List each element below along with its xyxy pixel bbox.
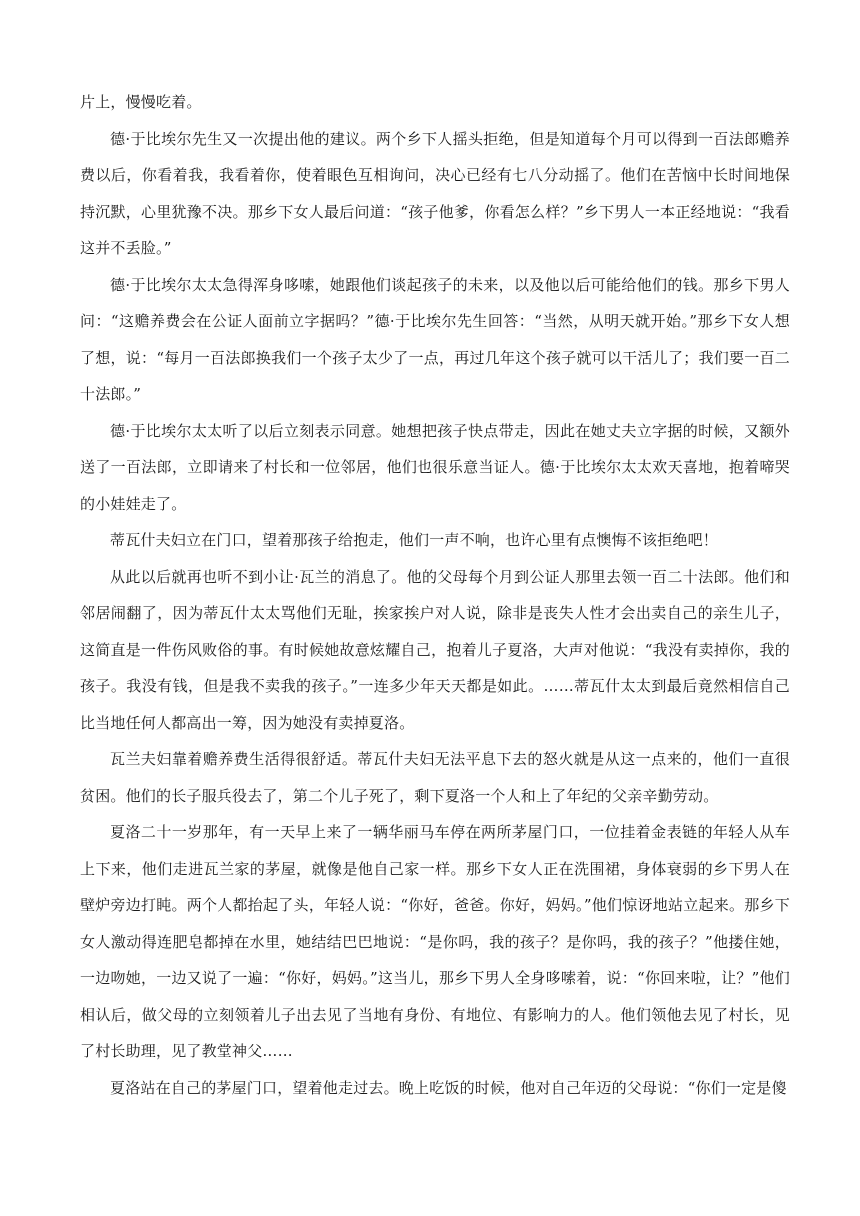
paragraph: 夏洛二十一岁那年，有一天早上来了一辆华丽马车停在两所茅屋门口，一位挂着金表链的年轻人从车上下来，他们走进瓦兰家的茅屋，就像是他自己家一样。那乡下女人正在洗围裙，身体衰弱的乡下男人在壁炉旁边打盹。两个人都抬起了头，年轻人说：“你好，爸爸。你好，妈妈。”他们惊讶地站立起来。那乡下女人激动得连肥皂都掉在水里，她结结巴巴地说：“是你吗，我的孩子？是你吗，我的孩子？”他搂住她，一边吻她，一边又说了一遍：“你好，妈妈。”这当儿，那乡下男人全身哆嗦着，说：“你回来啦，让？”他们相认后，做父母的立刻领着儿子出去见了当地有身份、有地位、有影响力的人。他们领他去见了村长，见了村长助理，见了教堂神父……	[80, 823, 790, 1060]
document-body	[80, 84, 790, 1106]
paragraph: 德·于比埃尔太太急得浑身哆嗦，她跟他们谈起孩子的未来，以及他以后可能给他们的钱。那乡下男人问：“这赡养费会在公证人面前立字据吗？”德·于比埃尔先生回答：“当然，从明天就开始。”那乡下女人想了想，说：“每月一百法郎换我们一个孩子太少了一点，再过几年这个孩子就可以干活儿了；我们要一百二十法郎。”	[80, 275, 790, 403]
paragraph: 德·于比埃尔太太听了以后立刻表示同意。她想把孩子快点带走，因此在她丈夫立字据的时候，又额外送了一百法郎，立即请来了村长和一位邻居，他们也很乐意当证人。德·于比埃尔太太欢天喜地，抱着啼哭的小娃娃走了。	[80, 421, 790, 513]
paragraph: 从此以后就再也听不到小让·瓦兰的消息了。他的父母每个月到公证人那里去领一百二十法郎。他们和邻居闹翻了，因为蒂瓦什太太骂他们无耻，挨家挨户对人说，除非是丧失人性才会出卖自己的亲生儿子，这简直是一件伤风败俗的事。有时候她故意炫耀自己，抱着儿子夏洛，大声对他说：“我没有卖掉你，我的孩子。我没有钱，但是我不卖我的孩子。”一连多少年天天都是如此。……蒂瓦什太太到最后竟然相信自己比当地任何人都高出一筹，因为她没有卖掉夏洛。	[80, 567, 790, 732]
paragraph: 德·于比埃尔先生又一次提出他的建议。两个乡下人摇头拒绝，但是知道每个月可以得到一百法郎赡养费以后，你看着我，我看着你，使着眼色互相询问，决心已经有七八分动摇了。他们在苦恼中长时间地保持沉默，心里犹豫不决。那乡下女人最后问道：“孩子他爹，你看怎么样？”乡下男人一本正经地说：“我看这并不丢脸。”	[80, 129, 790, 257]
paragraph: 片上，慢慢吃着。	[80, 93, 202, 111]
paragraph: 夏洛站在自己的茅屋门口，望着他走过去。晚上吃饭的时候，他对自己年迈的父母说：“你们一定是傻	[110, 1078, 787, 1097]
paragraph: 瓦兰夫妇靠着赡养费生活得很舒适。蒂瓦什夫妇无法平息下去的怒火就是从这一点来的，他们一直很贫困。他们的长子服兵役去了，第二个儿子死了，剩下夏洛一个人和上了年纪的父亲辛勤劳动。	[80, 750, 790, 805]
paragraph: 蒂瓦什夫妇立在门口，望着那孩子给抱走，他们一声不响，也许心里有点懊悔不该拒绝吧！	[110, 531, 719, 549]
